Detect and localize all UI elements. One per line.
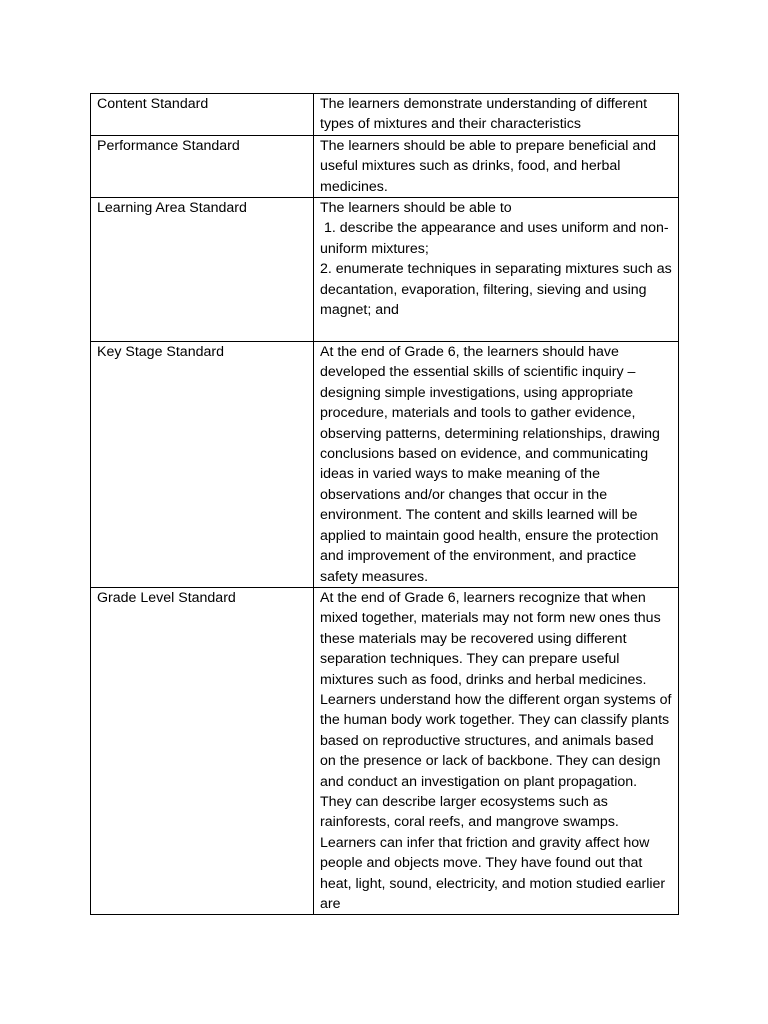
row-value: At the end of Grade 6, the learners should have developed the essential skills of scientific inquiry – designing simple investigations, using appropriate procedure, materials and tools to gather evidence, observing patterns, determining relationships, drawing conclusions based on evidence, and communicating ideas in varied ways to make meaning of the observations and/or changes that occur in the environment. The content and skills learned will be applied to maintain good health, ensure the protection and improvement of the environment, and practice safety measures. xyxy=(314,342,679,588)
grade-level-text: At the end of Grade 6, learners recognize that when mixed together, materials may not form new ones thus these materials may be recovered using different separation techniques. They can prepare useful mixtures such as food, drinks and herbal medicines. Learners understand how the different organ systems of the human body work together. They can classify plants based on reproductive structures, and animals based on the presence or lack of backbone. They can design and conduct an investigation on plant propagation. They can describe larger ecosystems such as rainforests, coral reefs, and mangrove swamps. Learners can infer that friction and gravity affect how people and objects move. They have found out that heat, light, sound, electricity, and motion studied earlier are xyxy=(320,589,672,912)
row-label: Content Standard xyxy=(91,94,314,136)
row-value xyxy=(314,587,679,915)
table-row-content-standard xyxy=(91,94,679,136)
row-label: Grade Level Standard xyxy=(91,587,314,915)
row-label: Performance Standard xyxy=(91,135,314,197)
learning-intro: The learners should be able to xyxy=(320,200,512,217)
table-row-performance-standard xyxy=(91,135,679,197)
learning-item-1: 1. describe the appearance and uses uniform and non-uniform mixtures; xyxy=(320,220,669,257)
row-value xyxy=(314,198,679,342)
table-row-key-stage-standard xyxy=(91,342,679,588)
table-row-grade-level-standard xyxy=(91,587,679,915)
row-value: The learners demonstrate understanding of different types of mixtures and their characteristics xyxy=(314,94,679,136)
row-label: Key Stage Standard xyxy=(91,342,314,588)
standards-table xyxy=(90,93,679,915)
learning-item-2: 2. enumerate techniques in separating mixtures such as decantation, evaporation, filtering, sieving and using magnet; and xyxy=(320,261,672,319)
row-value: The learners should be able to prepare beneficial and useful mixtures such as drinks, food, and herbal medicines. xyxy=(314,135,679,197)
table-row-learning-area-standard xyxy=(91,198,679,342)
row-label: Learning Area Standard xyxy=(91,198,314,342)
